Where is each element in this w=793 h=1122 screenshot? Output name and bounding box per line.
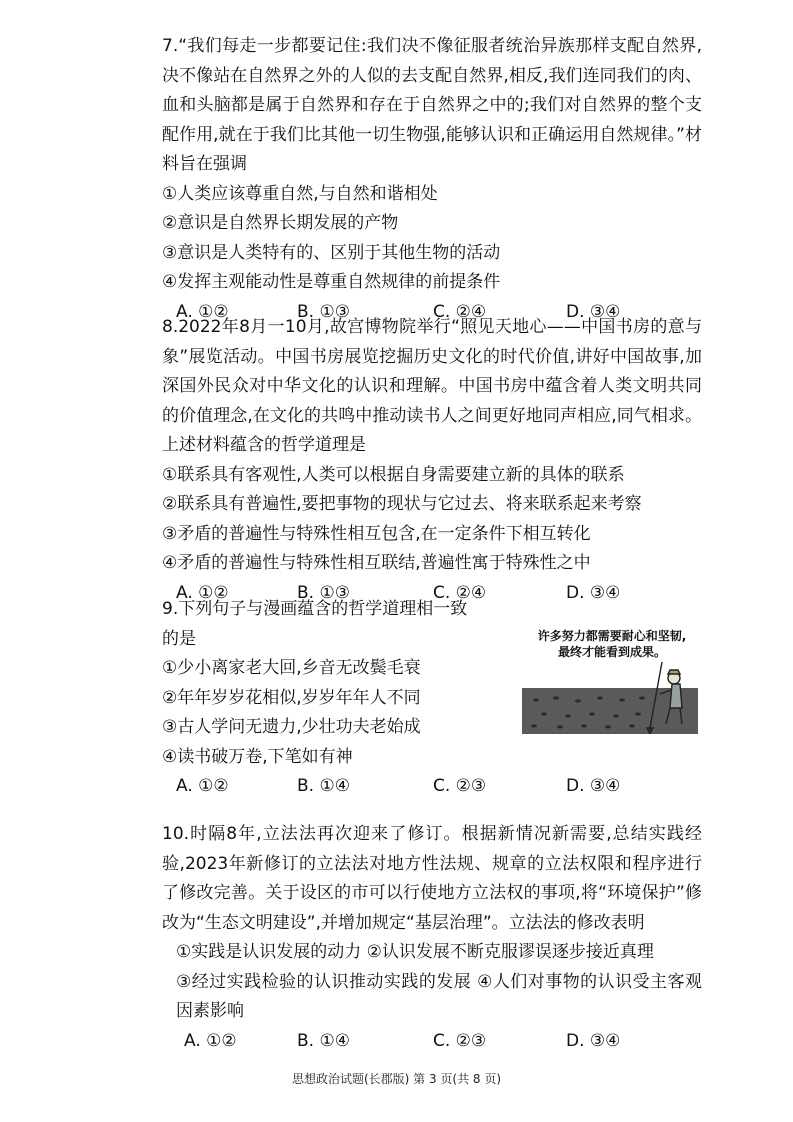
question-9-option-4: ④读书破万卷,下笔如有神 xyxy=(162,746,353,767)
question-7-choice-b: B. ①③ xyxy=(297,301,350,322)
question-10-choice-c: C. ②③ xyxy=(433,1030,487,1051)
question-7-choice-d: D. ③④ xyxy=(566,301,621,322)
question-9-choice-b: B. ①④ xyxy=(297,776,350,796)
question-10-choice-a: A. ①② xyxy=(184,1030,237,1051)
question-8-choice-d: D. ③④ xyxy=(566,582,621,603)
question-8-choice-b: B. ①③ xyxy=(297,582,350,603)
question-9-choice-c: C. ②③ xyxy=(433,776,487,796)
question-8-stem: 8.2022年8月一10月,故宫博物院举行“照见天地心——中国书房的意与象”展览活动。中国书房展览挖掘历史文化的时代价值,讲好中国故事,加深国外民众对中华文化的认识和理解。中国书房中蕴含着人类文明共同的价值理念,在文化的共鸣中推动读书人之间更好地同声相应,同气相求。上述材料蕴含的哲学道理是 xyxy=(162,317,702,455)
question-7-stem: 7.“我们每走一步都要记住:我们决不像征服者统治异族那样支配自然界,决不像站在自然界之外的人似的去支配自然界,相反,我们连同我们的肉、血和头脑都是属于自然界和存在于自然界之中的;我们对自然界的整个支配作用,就在于我们比其他一切生物强,能够认识和正确运用自然规律。”材料旨在强调 xyxy=(162,36,702,174)
page-footer: 思想政治试题(长郡版) 第 3 页(共 8 页) xyxy=(291,1072,502,1086)
question-8-option-4: ④矛盾的普遍性与特殊性相互联结,普遍性寓于特殊性之中 xyxy=(162,553,591,573)
question-9-option-3: ③古人学问无遗力,少壮功夫老始成 xyxy=(162,717,421,737)
question-10-options-row-1: ①实践是认识发展的动力 ②认识发展不断克服谬误逐步接近真理 xyxy=(176,942,654,962)
question-9-stem-line-2: 的是 xyxy=(162,628,196,649)
question-7 xyxy=(162,32,702,327)
question-9-choice-a: A. ①② xyxy=(176,776,229,796)
cartoon-caption: 许多努力都需要耐心和坚韧,最终才能看到成果。 xyxy=(537,629,687,659)
question-9-option-1: ①少小离家老大回,乡音无改鬓毛衰 xyxy=(162,658,421,678)
question-8-option-3: ③矛盾的普遍性与特殊性相互包含,在一定条件下相互转化 xyxy=(162,523,591,544)
question-10-choice-d: D. ③④ xyxy=(566,1030,621,1051)
question-7-option-1: ①人类应该尊重自然,与自然和谐相处 xyxy=(162,183,438,204)
question-7-choice-c: C. ②④ xyxy=(433,301,487,322)
question-8-option-2: ②联系具有普遍性,要把事物的现状与它过去、将来联系起来考察 xyxy=(162,494,642,514)
question-7-choice-a: A. ①② xyxy=(176,301,229,322)
question-7-option-4: ④发挥主观能动性是尊重自然规律的前提条件 xyxy=(162,272,501,292)
question-10 xyxy=(162,820,702,1056)
question-8 xyxy=(162,313,702,608)
question-7-option-2: ②意识是自然界长期发展的产物 xyxy=(162,213,399,233)
question-8-choice-c: C. ②④ xyxy=(433,582,487,603)
question-8-option-1: ①联系具有客观性,人类可以根据自身需要建立新的具体的联系 xyxy=(162,464,625,485)
cartoon-illustration xyxy=(522,628,698,734)
question-9-choices xyxy=(162,772,702,802)
question-10-choices xyxy=(162,1027,702,1057)
question-9-stem-line-1: 9.下列句子与漫画蕴含的哲学道理相一致 xyxy=(162,599,468,619)
cartoon-figure xyxy=(522,628,698,734)
question-8-choice-a: A. ①② xyxy=(176,582,229,603)
question-7-option-3: ③意识是人类特有的、区别于其他生物的活动 xyxy=(162,242,501,263)
question-10-choice-b: B. ①④ xyxy=(297,1030,350,1051)
question-9-option-2: ②年年岁岁花相似,岁岁年年人不同 xyxy=(162,687,421,708)
question-9-choice-d: D. ③④ xyxy=(566,776,621,796)
question-10-options-row-2: ③经过实践检验的认识推动实践的发展 ④人们对事物的认识受主客观因素影响 xyxy=(176,971,702,1021)
question-10-stem: 10.时隔8年,立法法再次迎来了修订。根据新情况新需要,总结实践经验,2023年新修订的立法法对地方性法规、规章的立法权限和程序进行了修改完善。关于设区的市可以行使地方立法权的事项,将“环境保护”修改为“生态文明建设”,并增加规定“基层治理”。立法法的修改表明 xyxy=(162,824,702,933)
